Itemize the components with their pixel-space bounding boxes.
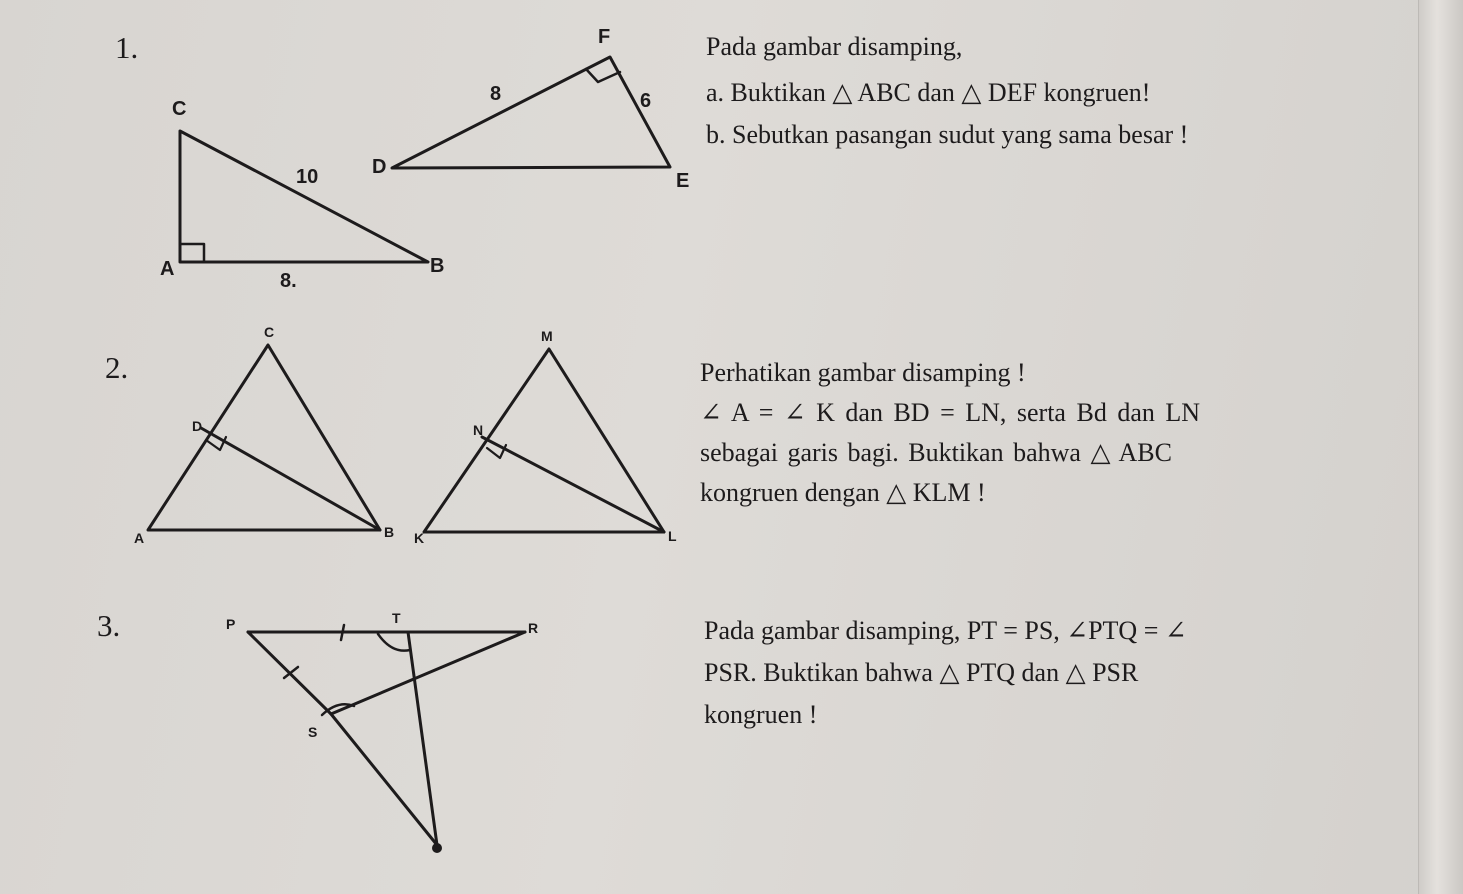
tick-pt <box>341 625 344 640</box>
problem-1-number: 1. <box>115 30 139 65</box>
right-angle-a <box>180 244 204 262</box>
label-l: L <box>668 528 677 544</box>
problem-2-line-2: ∠ A = ∠ K dan BD = LN, serta Bd dan LN <box>700 398 1201 427</box>
label-f: F <box>598 26 611 48</box>
side-cb-length: 10 <box>296 166 319 188</box>
problem-3-line-1: Pada gambar disamping, PT = PS, ∠PTQ = ∠ <box>704 616 1187 645</box>
problem-2-line-4: kongruen dengan △ KLM ! <box>700 478 986 507</box>
angle-arc-t <box>378 634 410 651</box>
label-k: K <box>414 530 425 546</box>
label-a-2: A <box>134 530 145 546</box>
problem-3-line-3: kongruen ! <box>704 700 818 729</box>
segment-sr <box>331 632 525 714</box>
problem-2-line-1: Perhatikan gambar disamping ! <box>700 358 1026 387</box>
problem-1-line-1: Pada gambar disamping, <box>706 32 963 61</box>
bisector-ln <box>482 437 664 532</box>
problem-2-line-3: sebagai garis bagi. Buktikan bahwa △ ABC <box>700 438 1172 467</box>
label-m: M <box>541 328 553 344</box>
problem-1-line-3: b. Sebutkan pasangan sudut yang sama besar ! <box>706 120 1189 149</box>
label-r: R <box>528 620 539 636</box>
problem-3-number: 3. <box>97 608 121 643</box>
right-angle-f <box>586 69 620 82</box>
label-c-2: C <box>264 324 275 340</box>
triangle-abc <box>180 131 428 262</box>
problem-2-number: 2. <box>105 350 129 385</box>
label-s: S <box>308 724 318 740</box>
triangle-abc-2 <box>148 345 380 530</box>
label-p: P <box>226 616 236 632</box>
label-b-2: B <box>384 524 395 540</box>
problem-3-line-2: PSR. Buktikan bahwa △ PTQ dan △ PSR <box>704 658 1139 687</box>
label-e: E <box>676 170 690 192</box>
point-q <box>432 843 442 853</box>
label-c: C <box>172 98 187 120</box>
triangle-klm <box>424 349 664 532</box>
label-n: N <box>473 422 484 438</box>
side-fe-length: 6 <box>640 90 652 112</box>
side-ab-length: 8. <box>280 270 297 292</box>
problem-1-line-2: a. Buktikan △ ABC dan △ DEF kongruen! <box>706 78 1151 107</box>
label-d-2: D <box>192 418 203 434</box>
bisector-bd <box>201 428 380 530</box>
side-df-length: 8 <box>490 83 502 105</box>
label-t: T <box>392 610 401 626</box>
label-b: B <box>430 255 445 277</box>
label-a: A <box>160 258 175 280</box>
label-d: D <box>372 156 387 178</box>
triangle-def <box>392 57 670 168</box>
